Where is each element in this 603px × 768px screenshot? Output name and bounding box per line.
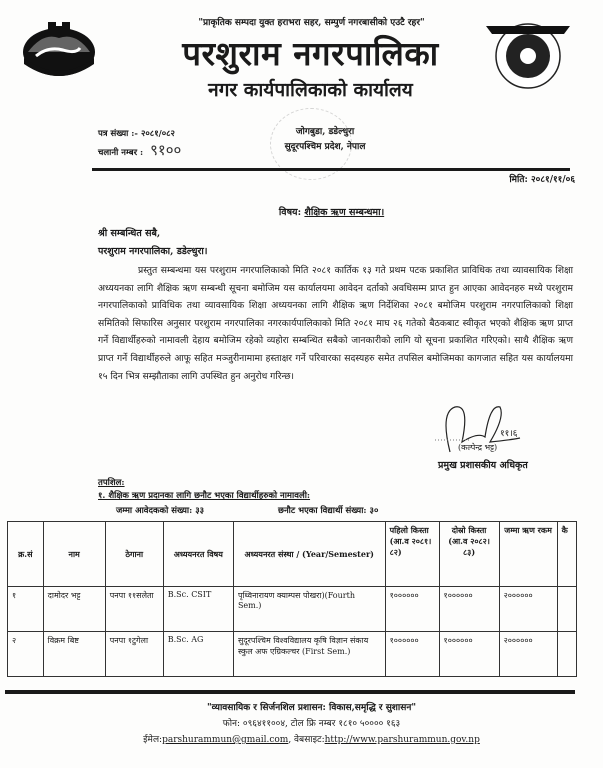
cell-subject: B.Sc. AG [163,632,233,677]
website-label: , वेबसाइट: [288,735,325,745]
selected-students-value: ३० [369,506,379,516]
cell-second-installment: १०००००० [439,632,499,677]
office-subtitle: नगर कार्यपालिकाको कार्यालय [208,79,413,101]
date-label: मिति: [509,175,528,185]
cell-subject: B.Sc. CSIT [163,587,233,632]
website-link[interactable]: http://www.parshurammun.gov.np [324,735,480,745]
footer-motto: "व्यावसायिक र सिर्जनशिल प्रशासन: विकास,समृद्धि र सुशासन" [206,703,417,713]
cell-first-installment: १०००००० [385,632,439,677]
cell-name: विक्रम बिष्ट [43,632,105,677]
cell-institution: सुदूरपश्चिम विश्वविद्यालय कृषि विज्ञान संकाय स्कुल अफ एग्रिकल्चर (First Sem.) [233,632,385,677]
header-address: ठेगाना [105,522,163,587]
cell-institution: पृथ्विनारायण क्याम्पस पोखरा)(Fourth Sem.) [233,587,385,632]
header-remarks: कै [557,522,576,587]
cell-total-loan: २०००००० [499,587,557,632]
header-motto: "प्राकृतिक सम्पदा युक्त हराभरा सहर, सम्पुर्ण नगरबासीको एउटै रहर" [198,18,425,28]
email-link[interactable]: parshurammun@gmail.com [162,735,289,745]
header-divider [92,168,570,171]
addressee-line-2: परशुराम नगरपालिका, डडेल्धुरा। [98,246,208,257]
signature-date-note: ११।६ [500,429,518,439]
dispatch-number [98,140,181,160]
address-line-1: जोगबुडा, डडेल्धुरा [295,127,355,137]
cell-address: पनपा १टुगेला [105,632,163,677]
letter-number-value: २०८१/०८२ [140,129,175,139]
table-header-row [8,522,577,587]
tapasil-heading: तपशिल: [98,478,125,488]
signatory-name: (कल्पेन्द्र भट्ट) [458,443,498,452]
list-heading: १. शैक्षिक ऋण प्रदानका लागि छनौट भएका विद्यार्थीहरुको नामावली: [98,491,311,501]
footer-contact [0,732,603,745]
notice-body: प्रस्तुत सम्बन्धमा यस परशुराम नगरपालिकाको मिति २०८१ कार्तिक १३ गते प्रथम पटक प्रकाशित प्राविधिक तथा व्यावसायिक शिक्षा अध्ययनका लागि शैक्षिक ऋण सम्बन्धी सूचना बमोजिम यस कार्यालयमा आवेदन दर्ताको अवधिसम्म प्राप्त हुन आएका आवेदनहरु मध्ये परशुराम नगरपालिकाको प्राविधिक तथा व्यावसायिक शिक्षा अध्ययनका लागि शैक्षिक ऋण निर्देशिका २०८१ बमोजिम परशुराम नगरपालिकाको शिक्षा समितिको सिफारिस अनुसार परशुराम नगरपालिका नगरकार्यपालिकाको मिति २०८१ माघ २६ गतेको बैठकबाट स्वीकृत भएको शैक्षिक ऋण प्राप्त गर्ने विद्यार्थीहरुको नामावली देहाय बमोजिम रहेको व्यहोरा सम्बन्धित सबैको जानकारीको लागि यो सूचना प्रकाशित गरिएको। साथै शैक्षिक ऋण प्राप्त गर्ने विद्यार्थीहरुले आफू सहित मञ्जुरीनामामा हस्ताक्षर गर्ने परिवारका सदस्यहरु समेत तपसिल बमोजिमका कागजात सहित यस कार्यालयमा १५ दिन भित्र सम्झौताका लागि उपस्थित हुन अनुरोध गरिन्छ। [98,265,573,382]
letter-number-label: पत्र संख्या :- [98,129,138,139]
header-first-installment: पहिलो किस्ता (आ.व २०८१।८२) [385,522,439,587]
address-line-2: सुदूरपश्चिम प्रदेश, नेपाल [284,142,366,152]
municipality-title: परशुराम नगरपालिका [182,34,439,73]
total-applicants-label: जम्मा आवेदकको संख्या: [116,506,193,516]
dispatch-number-label: चलानी नम्बर : [98,148,144,158]
subject-line [0,205,603,218]
cell-address: पनपा ११सलेता [105,587,163,632]
header-name: नाम [43,522,105,587]
cell-sn: २ [8,632,44,677]
letter-date [509,172,575,185]
selected-students [278,505,378,516]
footer-phone: फोन: ०९६४११००४, टोल फ्रि नम्बर १८१० ५०००० १६३ [222,719,401,729]
header-institution: अध्ययनरत संस्था / (Year/Semester) [233,522,385,587]
dispatch-number-value: ९१०० [150,141,182,159]
cell-remarks [557,632,576,677]
signatory-title: प्रमुख प्रशासकीय अधिकृत [438,460,528,471]
addressee-line-1: श्री सम्बन्धित सबै, [98,228,161,239]
selected-students-label: छनौट भएका विद्यार्थी संख्या: [278,506,367,516]
cell-total-loan: २०००००० [499,632,557,677]
cell-name: दामोदर भट्ट [43,587,105,632]
header-sn: क्र.सं [8,522,44,587]
footer-divider [5,690,575,694]
header-second-installment: दोस्रो किस्ता (आ.व २०८२।८३) [439,522,499,587]
header-total-loan: जम्मा ऋण रकम [499,522,557,587]
email-label: ईमेल: [143,735,163,745]
date-value: २०८१/११/०६ [530,175,575,185]
total-applicants-value: ३३ [195,506,205,516]
cell-first-installment: १०००००० [385,587,439,632]
subject-label: विषय: [278,207,302,218]
letter-number [98,128,175,139]
cell-second-installment: १०००००० [439,587,499,632]
subject-text: शैक्षिक ऋण सम्बन्धमा। [304,207,385,218]
total-applicants [116,505,204,516]
table-row [8,632,577,677]
table-row [8,587,577,632]
cell-remarks [557,587,576,632]
loan-table [7,521,577,677]
cell-sn: १ [8,587,44,632]
header-subject: अध्ययनरत विषय [163,522,233,587]
